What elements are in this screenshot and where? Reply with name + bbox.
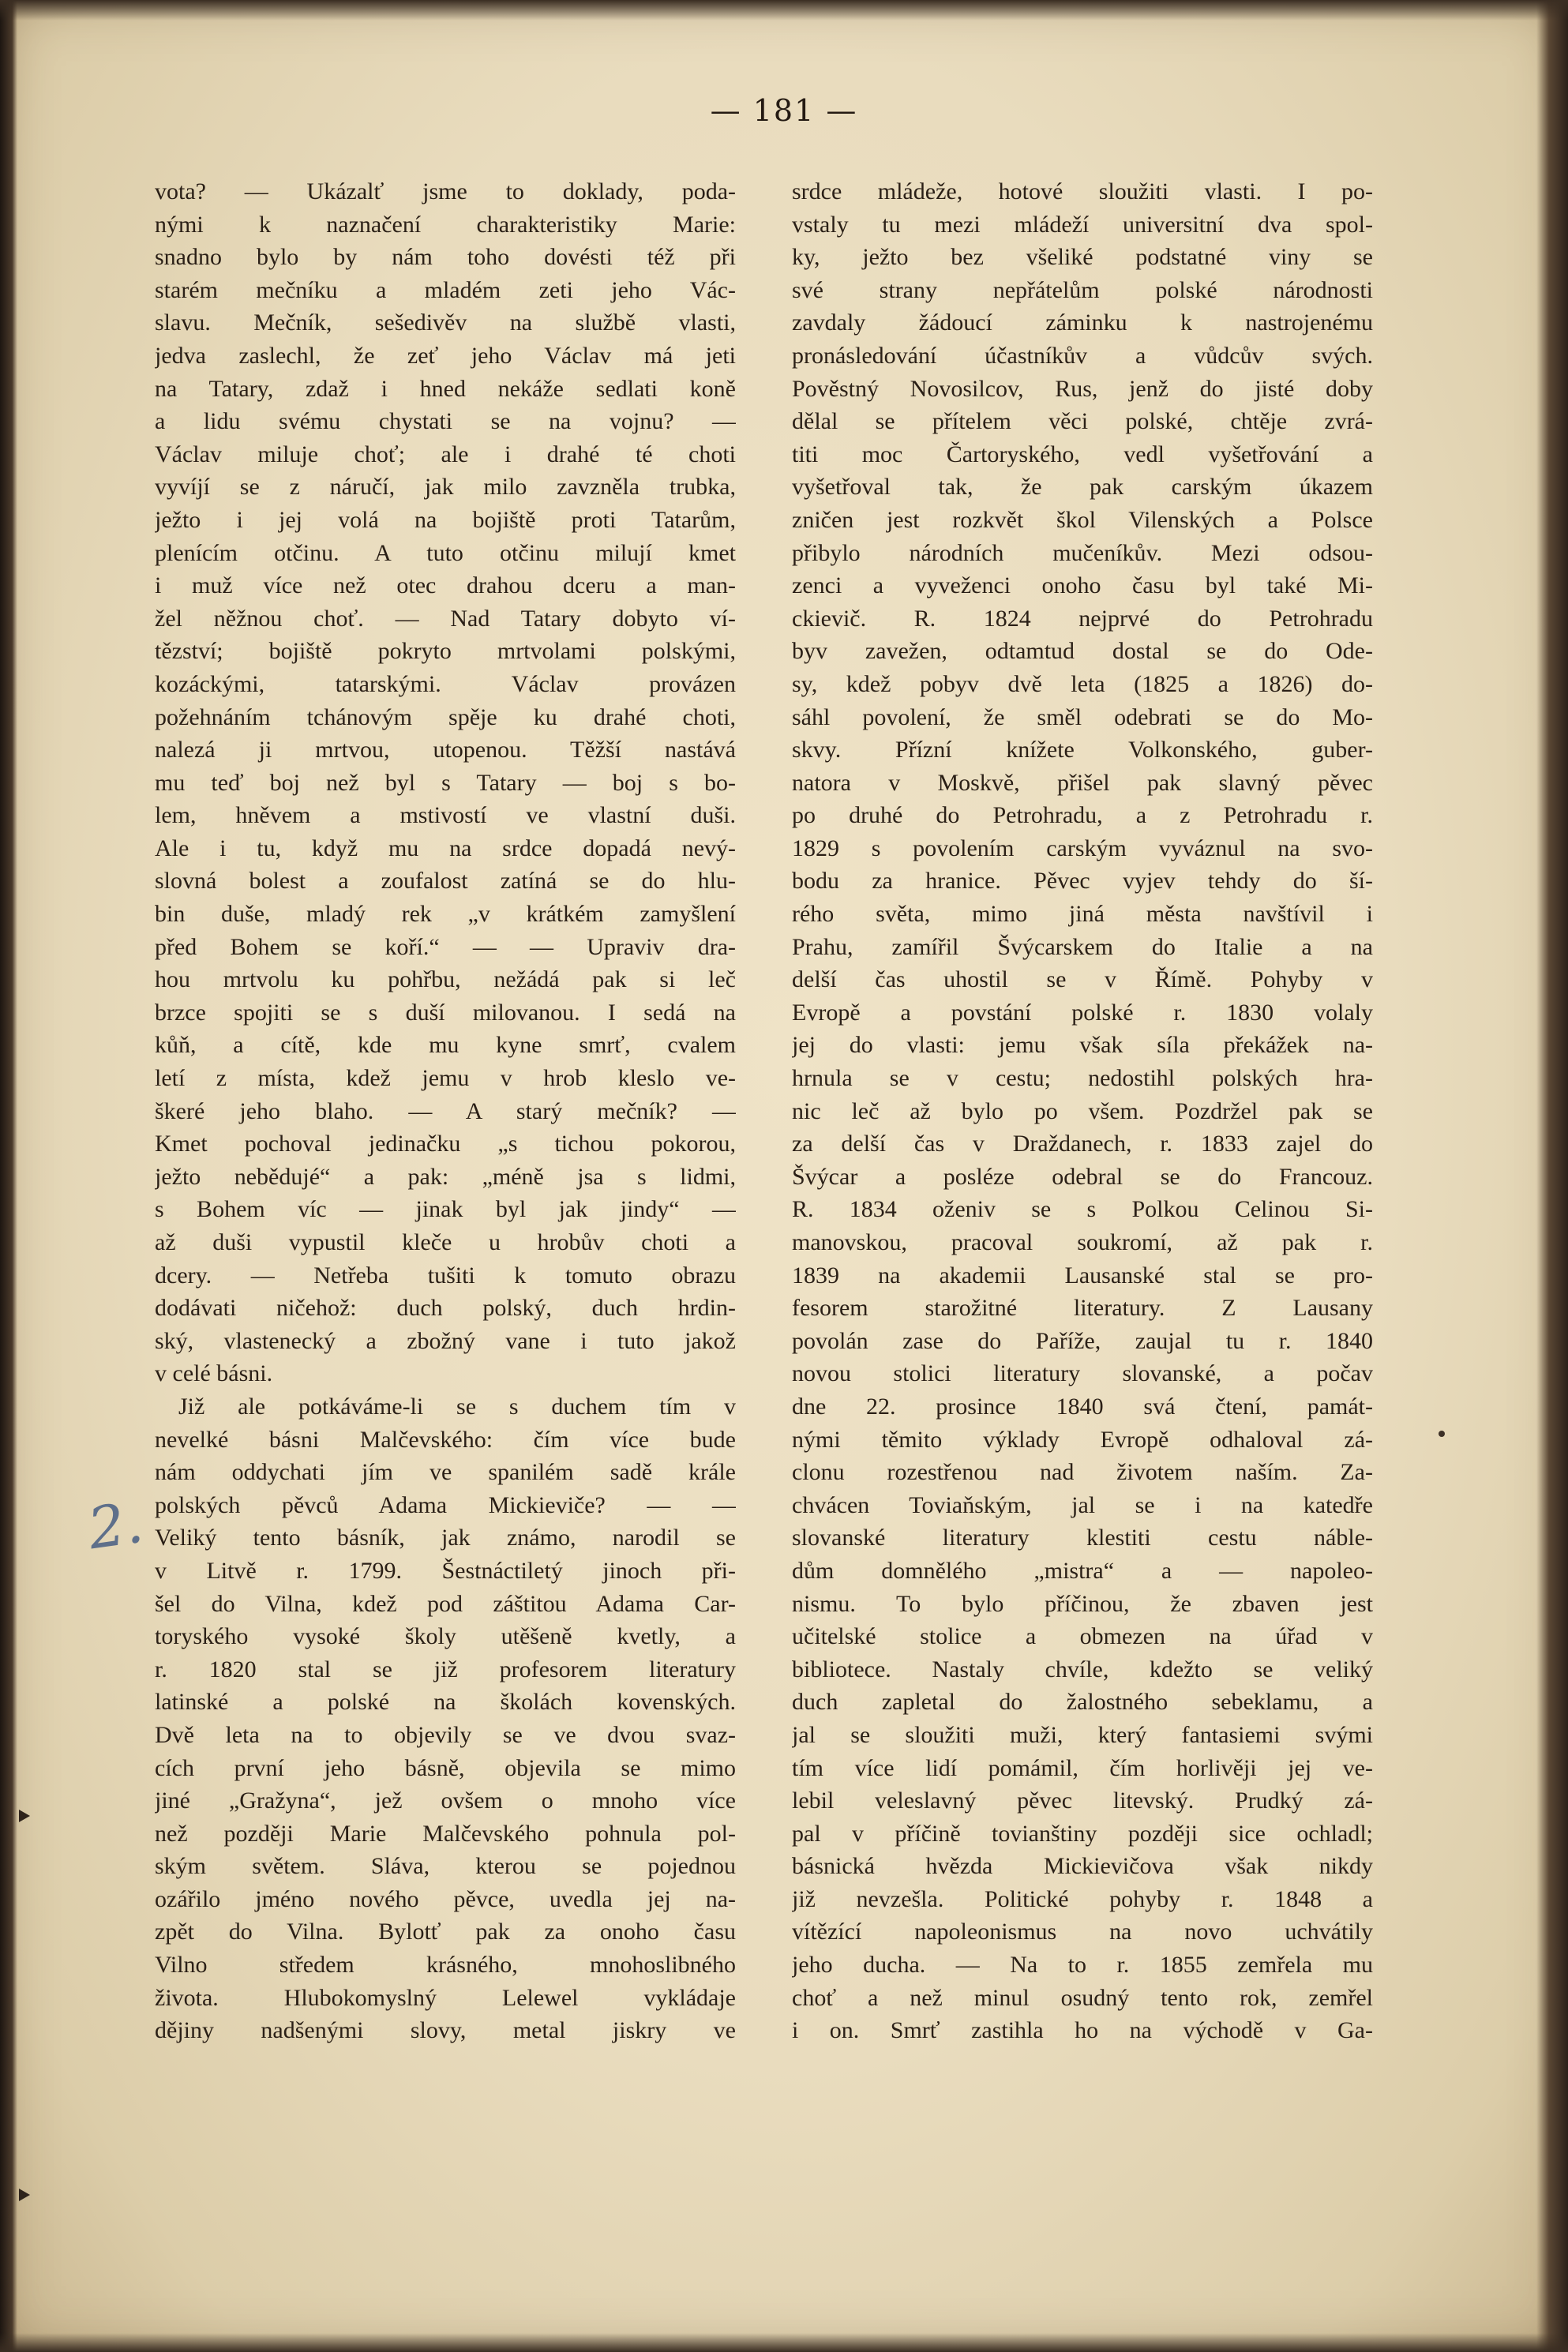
left-line: tězství; bojiště pokryto mrtvolami polskými, — [155, 638, 736, 665]
left-line: ský, vlastenecký a zbožný vane i tuto jakož — [155, 1327, 736, 1354]
left-line: Již ale potkáváme-li se s duchem tím v — [178, 1393, 736, 1420]
right-line: učitelské stolice a obmezen na úřad v — [792, 1623, 1373, 1650]
right-line: nic leč až bylo po všem. Pozdržel pak se — [792, 1097, 1373, 1124]
page-edge-bottom — [0, 2333, 1568, 2352]
right-line: básnická hvězda Mickievičova však nikdy — [792, 1853, 1373, 1880]
left-line: slavu. Mečník, sešedivěv na službě vlasti, — [155, 309, 736, 336]
left-line: Veliký tento básník, jak známo, narodil se — [155, 1525, 736, 1551]
left-line: nými k naznačení charakteristiky Marie: — [155, 211, 736, 238]
left-line: nevelké básni Malčevského: čím více bude — [155, 1426, 736, 1453]
left-line: ježto nebědujé“ a pak: „méně jsa s lidmi, — [155, 1163, 736, 1190]
left-line: Kmet pochoval jedinačku „s tichou pokorou, — [155, 1131, 736, 1157]
right-line: byv zavežen, odtamtud dostal se do Ode- — [792, 638, 1373, 665]
right-line: delší čas uhostil se v Římě. Pohyby v — [792, 966, 1373, 993]
left-column — [155, 175, 736, 2047]
left-line: dodávati ničehož: duch polský, duch hrdin- — [155, 1295, 736, 1322]
left-line: zpět do Vilna. Bylotť pak za onoho času — [155, 1919, 736, 1945]
right-line: clonu rozestřenou nad životem naším. Za- — [792, 1459, 1373, 1486]
left-line: až duši vypustil kleče u hrobův choti a — [155, 1229, 736, 1255]
left-line: Vilno středem krásného, mnohoslibného — [155, 1952, 736, 1979]
left-line: ským světem. Sláva, kterou se pojednou — [155, 1853, 736, 1880]
left-line: v Litvě r. 1799. Šestnáctiletý jinoch při- — [155, 1557, 736, 1584]
right-line: sáhl povolení, že směl odebrati se do Mo- — [792, 703, 1373, 730]
right-line: skvy. Přízní knížete Volkonského, guber- — [792, 737, 1373, 763]
left-line: cích první jeho básně, objevila se mimo — [155, 1754, 736, 1781]
left-line: slovná bolest a zoufalost zatíná se do hlu- — [155, 868, 736, 895]
left-line: šel do Vilna, kdež pod záštitou Adama Car- — [155, 1590, 736, 1617]
binding-shadow-left — [0, 0, 17, 2352]
right-line: své strany nepřátelům polské národnosti — [792, 276, 1373, 303]
left-line: kozáckými, tatarskými. Václav provázen — [155, 670, 736, 697]
right-line: vstaly tu mezi mládeží universitní dva spol- — [792, 211, 1373, 238]
left-line: r. 1820 stal se již profesorem literatury — [155, 1656, 736, 1682]
margin-dot — [1439, 1431, 1445, 1437]
left-line: nám oddychati jím ve spanilém sadě krále — [155, 1459, 736, 1486]
right-line: 1829 s povolením carským vyváznul na svo- — [792, 835, 1373, 861]
right-line: duch zapletal do žalostného sebeklamu, a — [792, 1689, 1373, 1716]
left-line: života. Hlubokomyslný Lelewel vykládaje — [155, 1984, 736, 2011]
right-line: po druhé do Petrohradu, a z Petrohradu r. — [792, 802, 1373, 829]
right-line: 1839 na akademii Lausanské stal se pro- — [792, 1262, 1373, 1289]
right-line: chvácen Toviaňským, jal se i na katedře — [792, 1491, 1373, 1518]
left-line: latinské a polské na školách kovenských. — [155, 1689, 736, 1716]
left-line: brzce spojiti se s duší milovanou. I sedá na — [155, 999, 736, 1026]
right-line: hrnula se v cestu; nedostihl polských hra- — [792, 1065, 1373, 1092]
left-line: s Bohem víc — jinak byl jak jindy“ — — [155, 1196, 736, 1223]
right-line: slovanské literatury klestiti cestu náble- — [792, 1525, 1373, 1551]
right-line: lebil veleslavný pěvec litevský. Prudký zá- — [792, 1787, 1373, 1814]
left-line: toryského vysoké školy utěšeně kvetly, a — [155, 1623, 736, 1650]
right-line: Švýcar a posléze odebral se do Francouz. — [792, 1163, 1373, 1190]
right-line: fesorem starožitné literatury. Z Lausany — [792, 1295, 1373, 1322]
right-line: dům domnělého „mistra“ a — napoleo- — [792, 1557, 1373, 1584]
left-line: v celé básni. — [155, 1360, 273, 1387]
right-line: manovskou, pracoval soukromí, až pak r. — [792, 1229, 1373, 1255]
right-line: dne 22. prosince 1840 svá čtení, památ- — [792, 1393, 1373, 1420]
left-line: vota? — Ukázalť jsme to doklady, poda- — [155, 178, 736, 204]
right-line: srdce mládeže, hotové sloužiti vlasti. I po- — [792, 178, 1373, 204]
left-line: Václav miluje choť; ale i drahé té choti — [155, 441, 736, 467]
right-line: vítězící napoleonismus na novo uchvátily — [792, 1919, 1373, 1945]
left-line: nalezá ji mrtvou, utopenou. Těžší nastává — [155, 737, 736, 763]
left-line: před Bohem se koří.“ — — Upraviv dra- — [155, 933, 736, 960]
right-line: R. 1834 oženiv se s Polkou Celinou Si- — [792, 1196, 1373, 1223]
left-line: Ale i tu, když mu na srdce dopadá nevý- — [155, 835, 736, 861]
right-line: titi moc Čartoryského, vedl vyšetřování a — [792, 441, 1373, 467]
left-line: jedva zaslechl, že zeť jeho Václav má jeti — [155, 342, 736, 369]
right-line: zavdaly žádoucí záminku k nastrojenému — [792, 309, 1373, 336]
right-line: jeho ducha. — Na to r. 1855 zemřela mu — [792, 1952, 1373, 1979]
left-line: starém mečníku a mladém zeti jeho Vác- — [155, 276, 736, 303]
left-line: bin duše, mladý rek „v krátkém zamyšlení — [155, 901, 736, 928]
left-line: Dvě leta na to objevily se ve dvou svaz- — [155, 1721, 736, 1748]
right-column — [792, 175, 1373, 2047]
page-edge-right — [1536, 0, 1568, 2352]
left-line: vyvíjí se z náručí, jak milo zavzněla trubka, — [155, 474, 736, 501]
right-line: jal se sloužiti muži, který fantasiemi svými — [792, 1721, 1373, 1748]
left-line: polských pěvců Adama Mickieviče? — — — [155, 1491, 736, 1518]
margin-tick-mark — [19, 1810, 30, 1822]
left-line: letí z místa, kdež jemu v hrob kleslo ve- — [155, 1065, 736, 1092]
right-line: bodu za hranice. Pěvec vyjev tehdy do ší- — [792, 868, 1373, 895]
left-line: kůň, a cítě, kde mu kyne smrť, cvalem — [155, 1032, 736, 1059]
right-line: přibylo národních mučeníkův. Mezi odsou- — [792, 539, 1373, 566]
right-line: ky, ježto bez všeliké podstatné viny se — [792, 244, 1373, 271]
right-line: nými těmito výklady Evropě odhaloval zá- — [792, 1426, 1373, 1453]
right-line: za delší čas v Draždanech, r. 1833 zajel do — [792, 1131, 1373, 1157]
right-line: tím více lidí pomámil, čím horlivěji jej ve- — [792, 1754, 1373, 1781]
right-line: sy, kdež pobyv dvě leta (1825 a 1826) do- — [792, 670, 1373, 697]
right-line: nismu. To bylo příčinou, že zbaven jest — [792, 1590, 1373, 1617]
left-line: i muž více než otec drahou dceru a man- — [155, 572, 736, 599]
right-line: rého světa, mimo jiná města navštívil i — [792, 901, 1373, 928]
left-line: ježto i jej volá na bojiště proti Tatarům, — [155, 506, 736, 533]
page-edge-top — [0, 0, 1568, 21]
page-number: — 181 — — [710, 93, 858, 128]
right-line: pal v příčině tovianštiny později sice ochladl; — [792, 1820, 1373, 1847]
handwritten-margin-note: 2. — [84, 1488, 148, 1562]
left-line: na Tatary, zdaž i hned nekáže sedlati koně — [155, 375, 736, 402]
right-line: Pověstný Novosilcov, Rus, jenž do jisté doby — [792, 375, 1373, 402]
right-line: již nevzešla. Politické pohyby r. 1848 a — [792, 1885, 1373, 1912]
right-line: zenci a vyveženci onoho času byl také Mi- — [792, 572, 1373, 599]
left-line: žel něžnou choť. — Nad Tatary dobyto ví- — [155, 605, 736, 632]
right-line: ckievič. R. 1824 nejprvé do Petrohradu — [792, 605, 1373, 632]
right-line: jej do vlasti: jemu však síla překážek na- — [792, 1032, 1373, 1059]
right-line: i on. Smrť zastihla ho na východě v Ga- — [792, 2017, 1373, 2044]
left-line: požehnáním tchánovým spěje ku drahé choti, — [155, 703, 736, 730]
right-line: natora v Moskvě, přišel pak slavný pěvec — [792, 769, 1373, 796]
left-line: snadno bylo by nám toho dovésti též při — [155, 244, 736, 271]
right-line: dělal se přítelem věci polské, chtěje zvrá- — [792, 408, 1373, 435]
left-line: než později Marie Malčevského pohnula pol- — [155, 1820, 736, 1847]
right-line: zničen jest rozkvět škol Vilenských a Polsce — [792, 506, 1373, 533]
left-line: hou mrtvolu ku pohřbu, nežádá pak si leč — [155, 966, 736, 993]
left-line: jiné „Gražyna“, jež ovšem o mnoho více — [155, 1787, 736, 1814]
right-line: vyšetřoval tak, že pak carským úkazem — [792, 474, 1373, 501]
left-line: a lidu svému chystati se na vojnu? — — [155, 408, 736, 435]
right-line: pronásledování účastníkův a vůdcův svých. — [792, 342, 1373, 369]
right-line: Evropě a povstání polské r. 1830 volaly — [792, 999, 1373, 1026]
margin-tick-mark — [19, 2189, 30, 2201]
left-line: ozářilo jméno nového pěvce, uvedla jej na- — [155, 1885, 736, 1912]
left-line: lem, hněvem a mstivostí ve vlastní duši. — [155, 802, 736, 829]
left-line: mu teď boj než byl s Tatary — boj s bo- — [155, 769, 736, 796]
left-line: dějiny nadšenými slovy, metal jiskry ve — [155, 2017, 736, 2044]
right-line: Prahu, zamířil Švýcarskem do Italie a na — [792, 933, 1373, 960]
left-line: plenícím otčinu. A tuto otčinu milují kmet — [155, 539, 736, 566]
left-line: dcery. — Netřeba tušiti k tomuto obrazu — [155, 1262, 736, 1289]
right-line: novou stolici literatury slovanské, a počav — [792, 1360, 1373, 1387]
right-line: choť a než minul osudný tento rok, zemřel — [792, 1984, 1373, 2011]
right-line: povolán zase do Paříže, zaujal tu r. 1840 — [792, 1327, 1373, 1354]
left-line: škeré jeho blaho. — A starý mečník? — — [155, 1097, 736, 1124]
right-line: bibliotece. Nastaly chvíle, kdežto se veliký — [792, 1656, 1373, 1682]
